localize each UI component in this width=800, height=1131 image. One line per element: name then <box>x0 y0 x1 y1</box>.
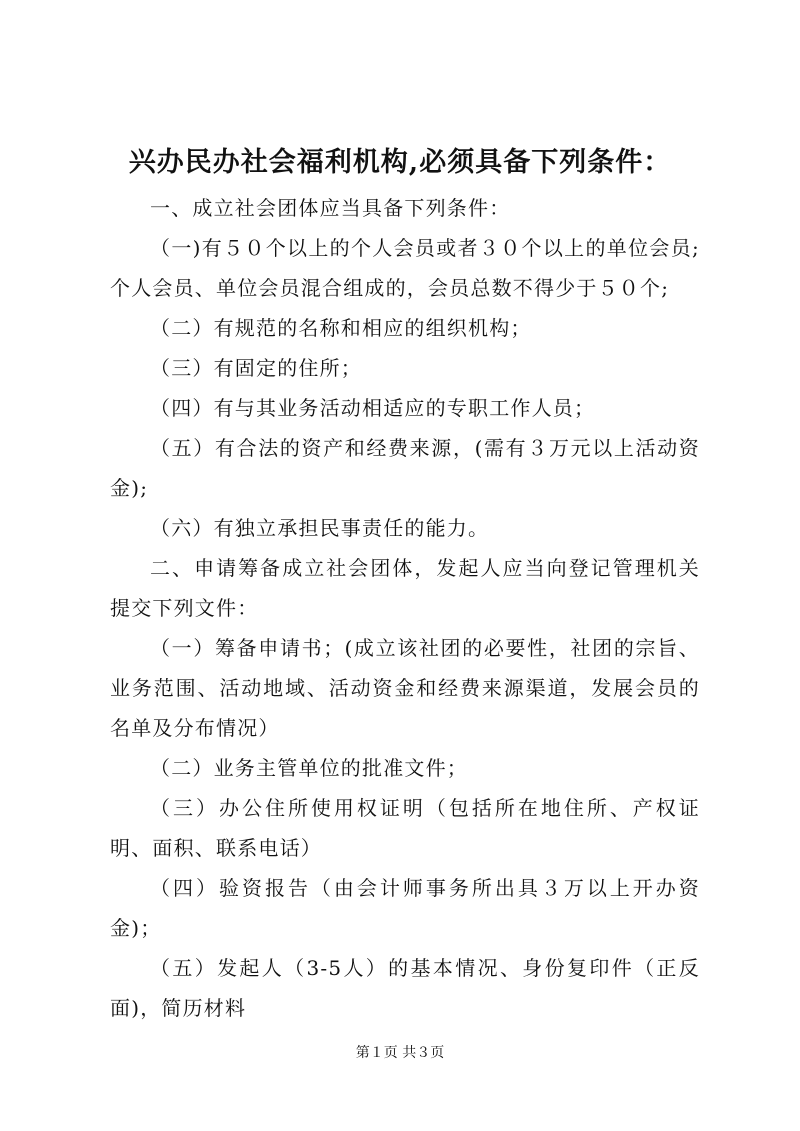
paragraph: （二）有规范的名称和相应的组织机构； <box>150 316 532 340</box>
document-body <box>110 188 700 1028</box>
paragraph: （五）有合法的资产和经费来源，(需有３万元以上活动资金); <box>110 436 700 500</box>
paragraph: （四）验资报告（由会计师事务所出具３万以上开办资金)； <box>110 876 700 940</box>
document-title: 兴办民办社会福利机构,必须具备下列条件： <box>128 147 672 178</box>
page-number-footer: 第１页 共３页 <box>355 1045 445 1061</box>
paragraph: 一、成立社会团体应当具备下列条件： <box>150 196 511 220</box>
paragraph: （四）有与其业务活动相适应的专职工作人员； <box>150 396 596 420</box>
paragraph: （三）办公住所使用权证明（包括所在地住所、产权证明、面积、联系电话） <box>110 796 700 860</box>
paragraph: （一)有５０个以上的个人会员或者３０个以上的单位会员;个人会员、单位会员混合组成的，会员总数不得少于５０个; <box>110 236 700 300</box>
paragraph: 二、申请筹备成立社会团体，发起人应当向登记管理机关提交下列文件： <box>110 556 700 620</box>
paragraph: （三）有固定的住所； <box>150 356 362 380</box>
paragraph: （六）有独立承担民事责任的能力。 <box>150 516 490 540</box>
paragraph: （二）业务主管单位的批准文件； <box>150 756 468 780</box>
paragraph: （五）发起人（3-5人）的基本情况、身份复印件（正反面)，简历材料 <box>110 956 700 1020</box>
paragraph: （一）筹备申请书；(成立该社团的必要性，社团的宗旨、业务范围、活动地域、活动资金和经费来源渠道，发展会员的名单及分布情况） <box>110 636 700 740</box>
